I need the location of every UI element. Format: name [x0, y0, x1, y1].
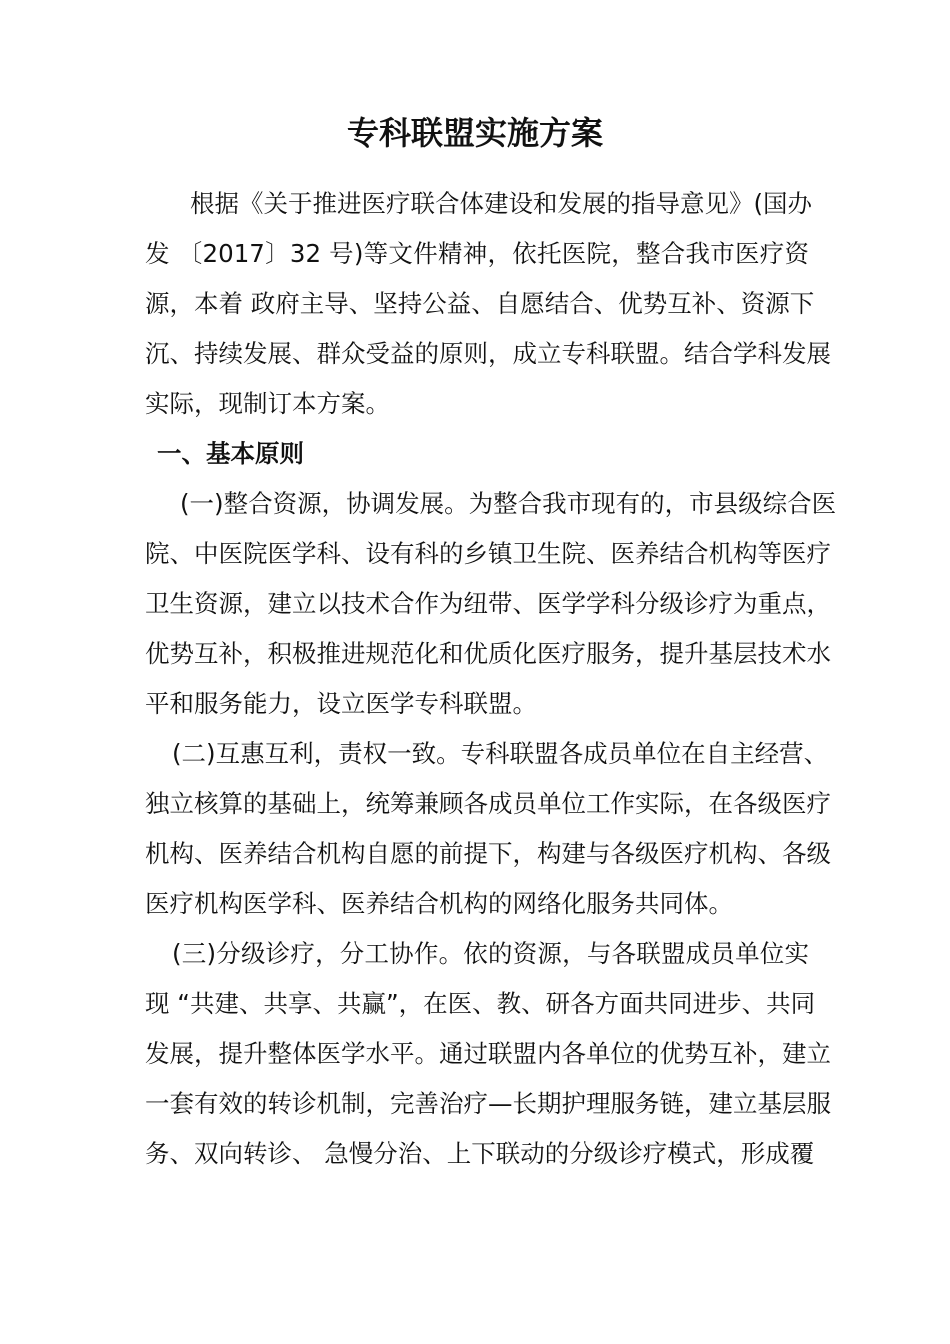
para1-line-4: 优势互补，积极推进规范化和优质化医疗服务，提升基层技术水	[145, 639, 831, 668]
para3-line-3: 发展，提升整体医学水平。通过联盟内各单位的优势互补，建立	[145, 1039, 831, 1068]
para1-line-2: 院、中医院医学科、设有科的乡镇卫生院、医养结合机构等医疗	[145, 539, 831, 568]
intro-line-5: 实际，现制订本方案。	[145, 389, 390, 418]
para3-line-4: 一套有效的转诊机制，完善治疗—长期护理服务链，建立基层服	[145, 1089, 831, 1118]
para1-line-5: 平和服务能力，设立医学专科联盟。	[145, 689, 537, 718]
para2-line-3: 机构、医养结合机构自愿的前提下，构建与各级医疗机构、各级	[145, 839, 831, 868]
intro-line-3: 源，本着 政府主导、坚持公益、自愿结合、优势互补、资源下	[145, 289, 815, 318]
para2-line-4: 医疗机构医学科、医养结合机构的网络化服务共同体。	[145, 889, 733, 918]
section-heading-basic-principles: 一、基本原则	[157, 439, 304, 468]
intro-line-1: 根据《关于推进医疗联合体建设和发展的指导意见》(国办	[190, 189, 813, 218]
document-title: 专科联盟实施方案	[346, 114, 603, 152]
intro-line-2: 发 〔2017〕32 号)等文件精神，依托医院，整合我市医疗资	[145, 239, 809, 268]
intro-line-4: 沉、持续发展、群众受益的原则，成立专科联盟。结合学科发展	[145, 339, 831, 368]
para1-line-1: (一)整合资源，协调发展。为整合我市现有的，市县级综合医	[180, 489, 837, 518]
para3-line-1: (三)分级诊疗，分工协作。依的资源，与各联盟成员单位实	[172, 939, 809, 968]
para2-line-1: (二)互惠互利，责权一致。专科联盟各成员单位在自主经营、	[172, 739, 829, 768]
para3-line-2: 现 “共建、共享、共赢”，在医、教、研各方面共同进步、共同	[145, 989, 816, 1018]
para2-line-2: 独立核算的基础上，统筹兼顾各成员单位工作实际，在各级医疗	[145, 789, 831, 818]
para1-line-3: 卫生资源，建立以技术合作为纽带、医学学科分级诊疗为重点，	[145, 589, 831, 618]
para3-line-5: 务、双向转诊、 急慢分治、上下联动的分级诊疗模式，形成覆	[145, 1139, 815, 1168]
